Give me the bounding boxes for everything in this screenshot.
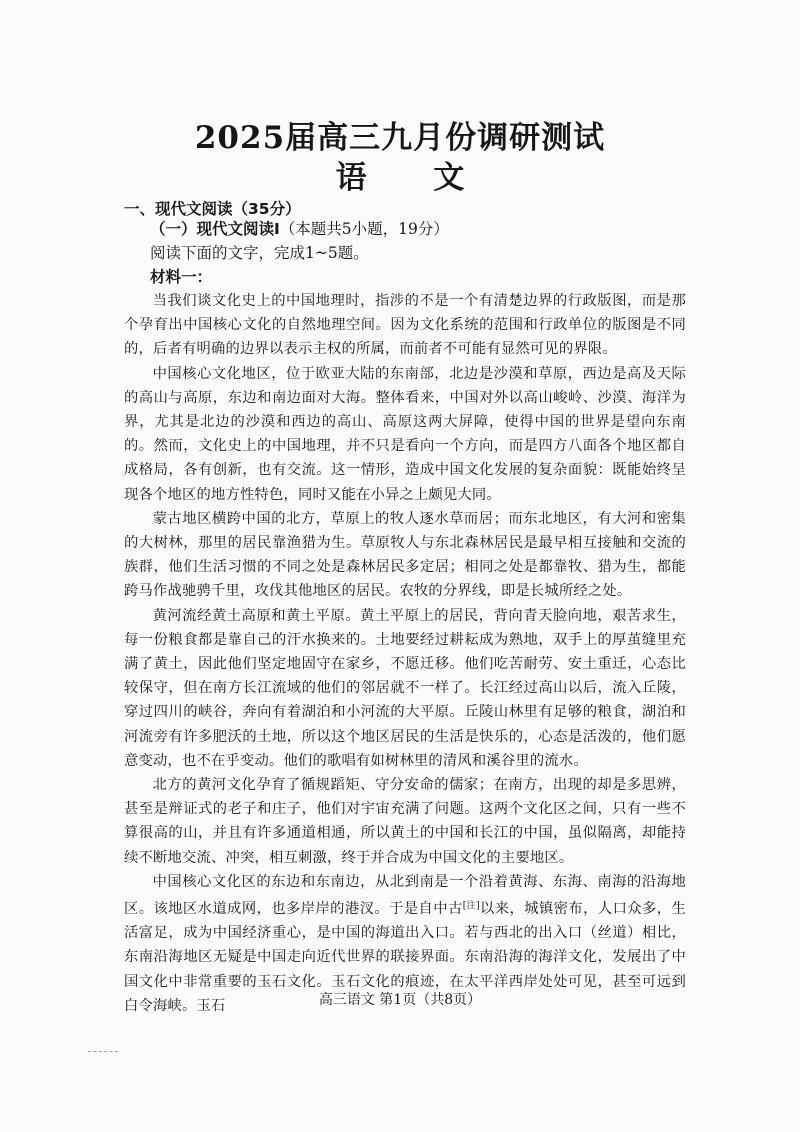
exam-title: 2025届高三九月份调研测试: [194, 120, 606, 156]
page-footer: 高三语文 第1页（共8页）: [318, 992, 482, 1008]
section-heading: 一、现代文阅读（35分）: [124, 200, 301, 218]
material-label: 材料一：: [150, 268, 213, 286]
scan-mark: [88, 1051, 118, 1054]
paragraph-part: 中国核心文化区的东边和东南边，从北到南是一个沿着黄海、东海、南海的沿海地区。该地区水道成网，也多岸岸的港汊。于是自中古: [124, 873, 686, 918]
reading-instruction: 阅读下面的文字，完成1~5题。: [150, 244, 369, 262]
paragraph: 黄河流经黄土高原和黄土平原。黄土平原上的居民，背向青天脸向地，艰苦求生，每一份粮食都是靠自己的汗水换来的。土地要经过耕耘成为熟地，双手上的厚茧缝里充满了黄土，因此他们坚定地固守在家乡，不愿迁移。他们吃苦耐劳、安土重迁，心态比较保守，但在南方长江流域的他们的邻居就不一样了。长江经过高山以后，流入丘陵，穿过四川的峡谷，奔向有着湖泊和小河流的大平原。丘陵山林里有足够的粮食，湖泊和河流旁有许多肥沃的土地，所以这个地区居民的生活是快乐的，心态是活泼的，他们愿意变动，也不在乎变动。他们的歌唱有如树林里的清风和溪谷里的流水。: [124, 607, 686, 769]
subsection-note: （本题共5小题，19分）: [279, 220, 449, 238]
paragraph: 蒙古地区横跨中国的北方，草原上的牧人逐水草而居；而东北地区，有大河和密集的大树林，那里的居民靠渔猎为生。草原牧人与东北森林居民是最早相互接触和交流的族群，他们生活习惯的不同之处是森林居民多定居；相同之处是都靠牧、猎为生，都能跨马作战驰骋千里，攻伐其他地区的居民。农牧的分界线，即是长城所经之处。: [124, 510, 686, 600]
footnote-marker: [注]: [462, 901, 480, 912]
paragraph: 中国核心文化地区，位于欧亚大陆的东南部，北边是沙漠和草原，西边是高及天际的高山与高原，东边和南边面对大海。整体看来，中国对外以高山峻岭、沙漠、海洋为界，尤其是北边的沙漠和西边的高山、高原这两大屏障，使得中国的世界是望向东南的。然而，文化史上的中国地理，并不只是看向一个方向，而是四方八面各个地区都自成格局，各有创新，也有交流。这一情形，造成中国文化发展的复杂面貌：既能始终呈现各个地区的地方性特色，同时又能在小异之上颇见大同。: [124, 365, 686, 503]
paragraph: 北方的黄河文化孕育了循规蹈矩、守分安命的儒家；在南方，出现的却是多思辨，甚至是辩证式的老子和庄子，他们对宇宙充满了问题。这两个文化区之间，只有一些不算很高的山，并且有许多通道相通，所以黄土的中国和长江的中国，虽似隔离，却能持续不断地交流、冲突，相互刺激，终于并合成为中国文化的主要地区。: [124, 777, 686, 866]
paragraph-part: 以来，城镇密布，人口众多，生活富足，成为中国经济重心，是中国的海道出入口。若与西北的出入口（丝道）相比，东南沿海地区无疑是中国走向近代世界的联接界面。东南沿海的海洋文化，发展出了中国文化中非常重要的玉石文化。玉石文化的痕迹，在太平洋西岸处处可见，甚至可远到白令海峡。玉石: [124, 901, 686, 1014]
subsection-heading: [150, 217, 449, 239]
passage-body: [124, 289, 686, 1018]
paragraph: 当我们谈文化史上的中国地理时，指涉的不是一个有清楚边界的行政版图，而是那个孕育出中国核心文化的自然地理空间。因为文化系统的范围和行政单位的版图是不同的，后者有明确的边界以表示主权的所属，而前者不可能有显然可见的界限。: [124, 293, 686, 358]
subsection-title: （一）现代文阅读Ⅰ: [150, 220, 280, 238]
subject-title: 语 文: [335, 160, 493, 196]
